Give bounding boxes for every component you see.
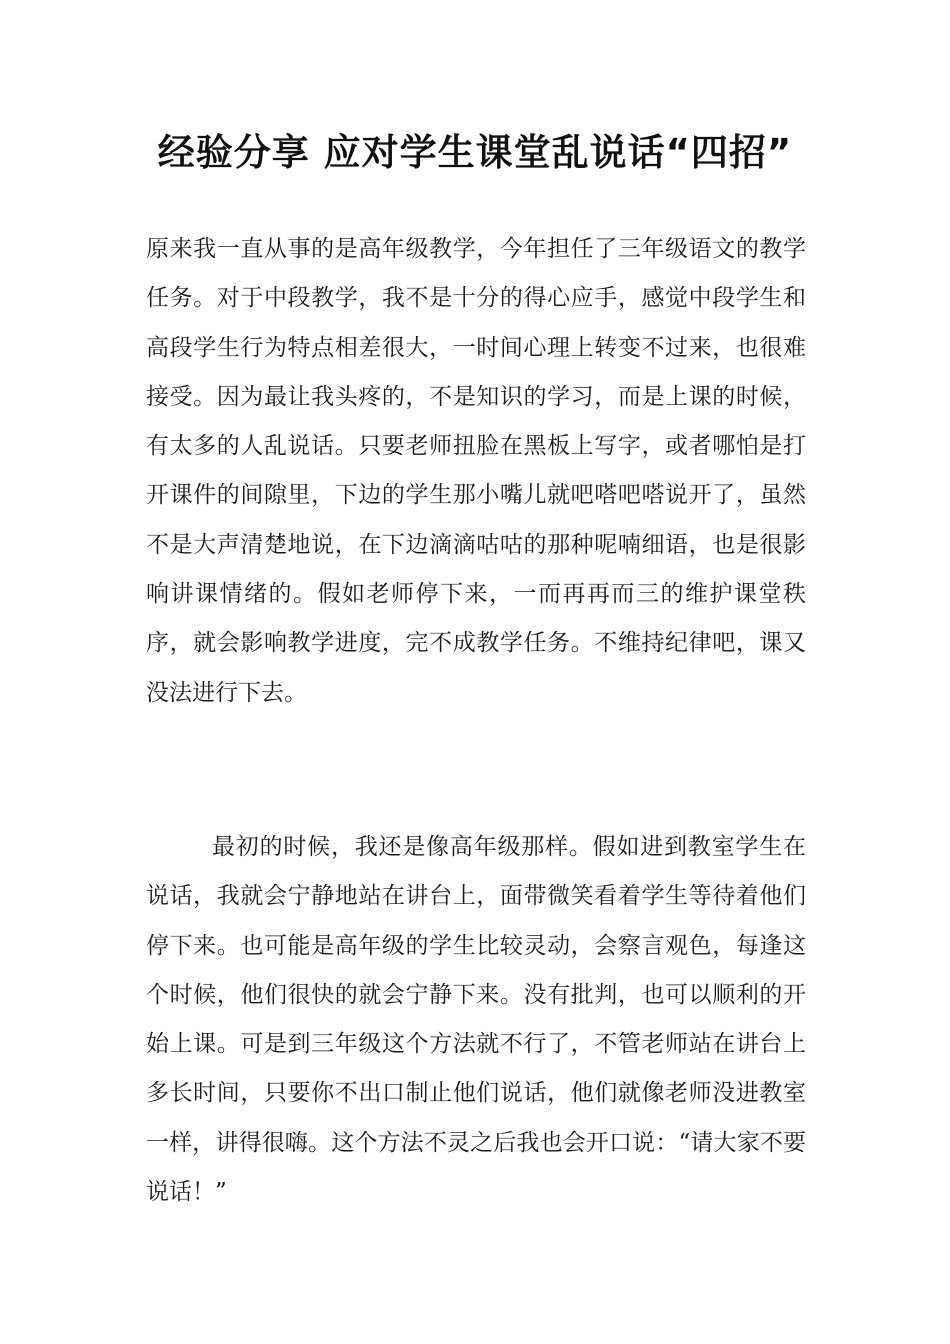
paragraph-initial-approach: 最初的时候，我还是像高年级那样。假如进到教室学生在说话，我就会宁静地站在讲台上，面带微笑看着学生等待着他们停下来。也可能是高年级的学生比较灵动，会察言观色，每逢这个时候，他们很快的就会宁静下来。没有批判，也可以顺利的开始上课。可是到三年级这个方法就不行了，不管老师站在讲台上多长时间，只要你不出口制止他们说话，他们就像老师没进教室一样，讲得很嗨。这个方法不灵之后我也会开口说：“请大家不要说话！”	[146, 834, 806, 1206]
paragraph-intro: 原来我一直从事的是高年级教学，今年担任了三年级语文的教学任务。对于中段教学，我不是十分的得心应手，感觉中段学生和高段学生行为特点相差很大，一时间心理上转变不过来，也很难接受。因为最让我头疼的，不是知识的学习，而是上课的时候，有太多的人乱说话。只要老师扭脸在黑板上写字，或者哪怕是打开课件的间隙里，下边的学生那小嘴儿就吧嗒吧嗒说开了，虽然不是大声清楚地说，在下边滴滴咕咕的那种呢喃细语，也是很影响讲课情绪的。假如老师停下来，一而再再而三的维护课堂秩序，就会影响教学进度，完不成教学任务。不维持纪律吧，课又没法进行下去。	[146, 236, 806, 706]
document-title: 经验分享 应对学生课堂乱说话“四招”	[157, 131, 793, 174]
